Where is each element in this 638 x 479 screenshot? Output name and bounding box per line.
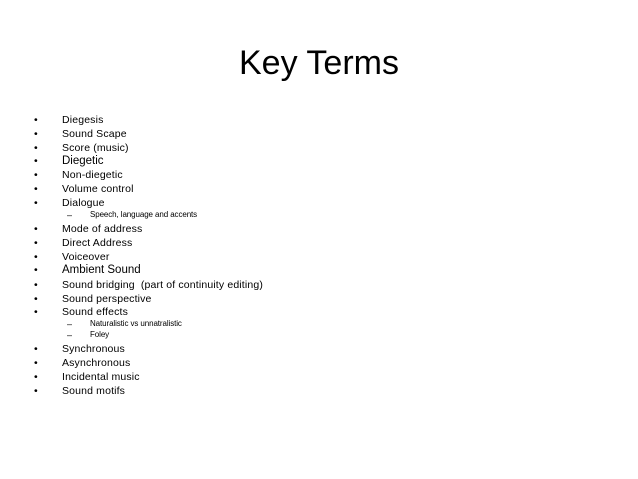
- list-item-label: Sound Scape: [62, 128, 127, 140]
- list-item-label: Volume control: [62, 183, 134, 195]
- list-item-label: Voiceover: [62, 251, 110, 263]
- sub-item-label: Speech, language and accents: [90, 210, 198, 219]
- bullet-marker: •: [34, 264, 38, 276]
- bullet-marker: •: [34, 169, 38, 181]
- bullet-marker: •: [34, 128, 38, 140]
- list-item-label: Score (music): [62, 142, 129, 154]
- list-item-label: Synchronous: [62, 343, 125, 355]
- dash-marker: –: [67, 210, 73, 220]
- list-item-label: Dialogue: [62, 197, 105, 209]
- list-item-label: Mode of address: [62, 223, 143, 235]
- bullet-marker: •: [34, 197, 38, 209]
- bullet-marker: •: [34, 293, 38, 305]
- bullet-marker: •: [34, 371, 38, 383]
- list-item-label: Sound motifs: [62, 385, 126, 397]
- list-item-label: Non-diegetic: [62, 169, 123, 181]
- bullet-marker: •: [34, 155, 38, 167]
- list-item-label: Incidental music: [62, 371, 140, 383]
- bullet-marker: •: [34, 385, 38, 397]
- bullet-marker: •: [34, 223, 38, 235]
- list-item-label: Sound bridging (part of continuity editing): [62, 279, 263, 291]
- bullet-marker: •: [34, 279, 38, 291]
- list-item-label: Asynchronous: [62, 357, 131, 369]
- list-item-label: Ambient Sound: [62, 264, 141, 276]
- bullet-marker: •: [34, 142, 38, 154]
- bullet-marker: •: [34, 183, 38, 195]
- slide-title: Key Terms: [239, 44, 399, 82]
- list-item-label: Sound perspective: [62, 293, 152, 305]
- sub-item-label: Foley: [90, 330, 110, 339]
- list-item-label: Sound effects: [62, 306, 128, 318]
- list-item-label: Direct Address: [62, 237, 133, 249]
- bullet-marker: •: [34, 114, 38, 126]
- sub-item-label: Naturalistic vs unnatralistic: [90, 319, 182, 328]
- bullet-marker: •: [34, 343, 38, 355]
- dash-marker: –: [67, 319, 73, 329]
- list-item-label: Diegetic: [62, 155, 104, 167]
- list-item-label: Diegesis: [62, 114, 104, 126]
- bullet-marker: •: [34, 251, 38, 263]
- dash-marker: –: [67, 330, 73, 340]
- bullet-marker: •: [34, 306, 38, 318]
- bullet-marker: •: [34, 237, 38, 249]
- bullet-marker: •: [34, 357, 38, 369]
